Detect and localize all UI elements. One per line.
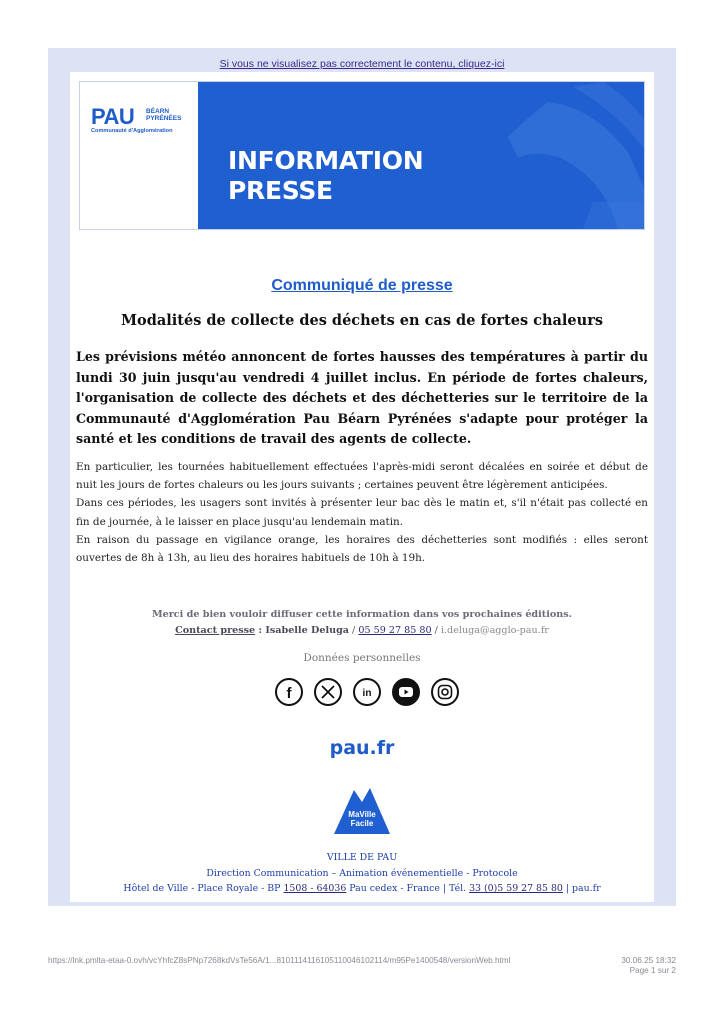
separator: /: [349, 625, 359, 636]
address-part: Pau cedex - France | Tél.: [346, 883, 470, 894]
info-presse-panel: [198, 82, 645, 229]
contact-email[interactable]: i.deluga@agglo-pau.fr: [440, 625, 549, 636]
communique-link[interactable]: Communiqué de presse: [271, 277, 453, 294]
direction-line: Direction Communication – Animation événementielle - Protocole: [206, 868, 518, 879]
svg-text:f: f: [286, 685, 292, 702]
paragraph: Dans ces périodes, les usagers sont invités à présenter leur bac dès le matin et, s'il n'était pas collecté en fin de journée, à le laisser en place jusqu'au lendemain matin.: [76, 497, 648, 528]
logo-pyrenees-text: PYRÉNÉES: [146, 115, 182, 122]
instagram-icon[interactable]: [431, 678, 459, 706]
contact-sep: :: [255, 625, 266, 636]
contact-name: Isabelle Deluga: [265, 625, 349, 636]
youtube-icon[interactable]: [392, 678, 420, 706]
print-page: Page 1 sur 2: [629, 966, 676, 975]
title-line-1: INFORMATION: [228, 146, 424, 175]
pau-fr-logo[interactable]: pau.fr: [329, 737, 395, 759]
contact-line: [70, 625, 654, 636]
email-card: [70, 72, 654, 902]
separator: /: [431, 625, 441, 636]
print-url: https://lnk.pmlta-etaa-0.ovh/vcYhfcZ8sPNp7268kdVsTe56A/1...81011141161051100461021​14/m95Pe1400548/versionWeb.html: [48, 956, 511, 965]
ville-de-pau: VILLE DE PAU: [326, 852, 398, 863]
linkedin-icon[interactable]: [353, 678, 381, 706]
diffusion-note: Merci de bien vouloir diffuser cette information dans vos prochaines éditions.: [152, 609, 572, 620]
address-part: Hôtel de Ville - Place Royale - BP: [123, 883, 284, 894]
logo-pau-text: PAU: [91, 104, 135, 129]
view-online-link[interactable]: Si vous ne visualisez pas correctement le contenu, cliquez-ici: [219, 58, 505, 70]
header-banner: [79, 81, 645, 230]
address-line: [70, 883, 654, 894]
logo-bearn-pyrenees: [146, 108, 181, 122]
svg-text:in: in: [362, 688, 372, 699]
paragraph: En particulier, les tournées habituellement effectuées l'après-midi seront décalées en soirée et début de nuit les jours de fortes chaleurs ou les jours suivants ; certaines peuvent être légèrement anticipées.: [76, 461, 648, 492]
title-line-2: PRESSE: [228, 176, 333, 205]
lead-paragraph: Les prévisions météo annoncent de fortes hausses des températures à partir du lundi 30 juin jusqu'au vendredi 4 juillet inclus. En période de fortes chaleurs, l'organisation de collecte des déchets et des déchetteries sur le territoire de la Communauté d'Agglomération Pau Béarn Pyrénées s'adapte pour protéger la santé et les conditions de travail des agents de collecte.: [76, 349, 648, 446]
facebook-icon[interactable]: [275, 678, 303, 706]
address-phone[interactable]: 33 (0)5 59 27 85 80: [469, 883, 563, 894]
contact-label: Contact presse: [175, 625, 256, 636]
headline: Modalités de collecte des déchets en cas de fortes chaleurs: [121, 312, 603, 329]
logo-community-text: Communauté d'Agglomération: [91, 128, 173, 134]
maville-text-2: Facile: [350, 819, 374, 828]
address-part: | pau.fr: [562, 883, 601, 894]
logo-bearn-text: BÉARN: [146, 108, 170, 115]
print-date: 30.06.25 18:32: [621, 956, 676, 965]
pau-logo: [80, 82, 198, 229]
address-bp[interactable]: 1508 - 64036: [283, 883, 347, 894]
personal-data-link[interactable]: Données personnelles: [303, 652, 421, 664]
maville-facile-icon: [330, 784, 394, 836]
email-frame: [48, 48, 676, 906]
x-icon[interactable]: [314, 678, 342, 706]
maville-text-1: MaVille: [348, 810, 376, 819]
body-text: [76, 458, 648, 567]
contact-phone-link[interactable]: 05 59 27 85 80: [358, 625, 432, 636]
info-presse-title: [228, 146, 423, 206]
print-date-page: [621, 956, 676, 976]
paragraph: En raison du passage en vigilance orange, les horaires des déchetteries sont modifiés : elles seront ouvertes de 8h à 13h, au lieu des horaires habituels de 10h à 19h.: [76, 533, 648, 565]
